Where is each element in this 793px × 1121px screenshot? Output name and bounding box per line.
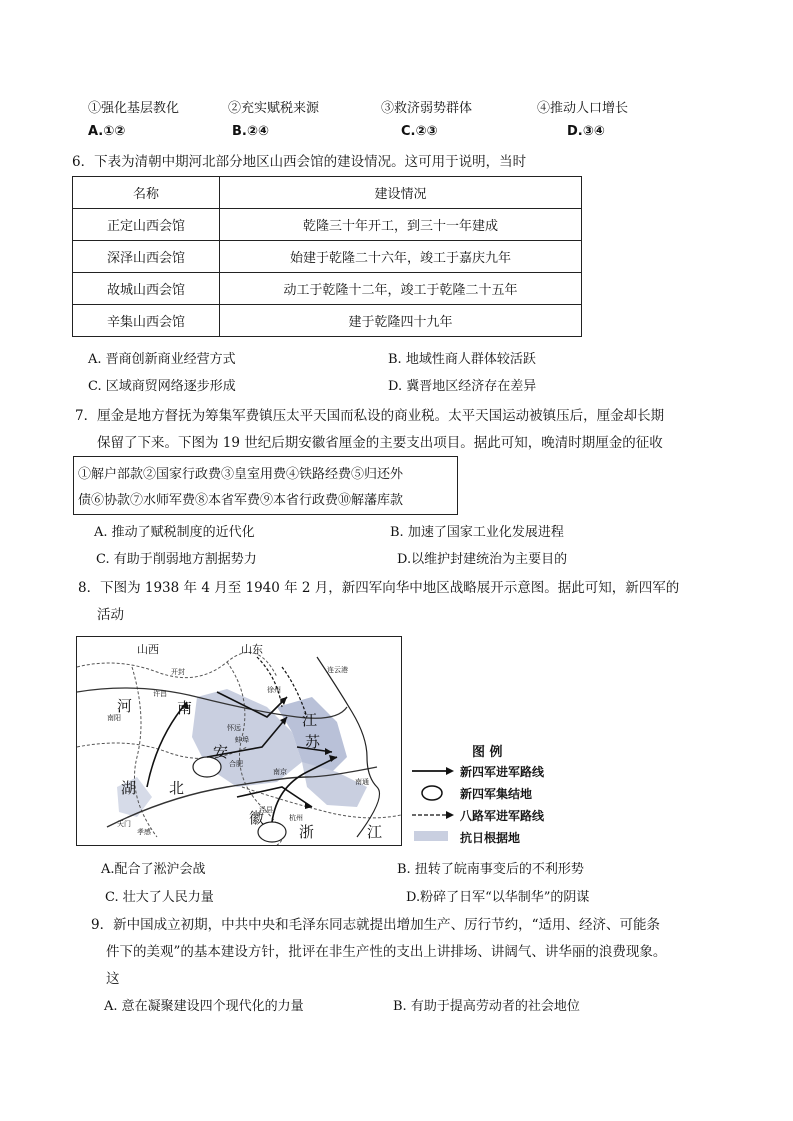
table-cell: 深泽山西会馆 — [73, 241, 220, 273]
q6-table — [72, 176, 582, 337]
map-label-su: 苏 — [305, 733, 321, 751]
q8-option-b: B. 扭转了皖南事变后的不利形势 — [397, 862, 584, 877]
q9-stem-line-2: 件下的美观”的基本建设方针，批评在非生产性的支出上讲排场、讲阔气、讲华丽的浪费现象。 — [106, 944, 667, 960]
table-row — [73, 305, 582, 337]
map-label-an: 安 — [213, 743, 229, 761]
q5-item-2: ②充实赋税来源 — [228, 101, 320, 116]
q7-expense-box — [73, 456, 458, 515]
q7-stem-line-1: 7．厘金是地方督抚为筹集军费镇压太平天国而私设的商业税。太平天国运动被镇压后，厘金却长期 — [75, 408, 665, 424]
map-label-jiang2: 江 — [367, 823, 383, 841]
table-cell: 始建于乾隆二十六年，竣工于嘉庆九年 — [220, 241, 582, 273]
q5-option-c: C.②③ — [401, 124, 438, 139]
q8-stem-line-2: 活动 — [97, 607, 124, 623]
legend-base-swatch — [414, 831, 448, 841]
legend-item-gathering: 新四军集结地 — [460, 787, 533, 801]
map-city-nanyang: 南阳 — [107, 714, 121, 722]
table-cell: 动工于乾隆十二年，竣工于乾隆二十五年 — [220, 273, 582, 305]
q7-box-line-2: 债⑥协款⑦水师军费⑧本省军费⑨本省行政费⑩解藩库款 — [78, 493, 404, 508]
map-city-hangzhou: 杭州 — [289, 814, 303, 822]
map-city-jingxian: 泾县 — [259, 806, 273, 814]
map-label-he: 河 — [117, 697, 133, 715]
map-city-xuzhou: 徐州 — [267, 686, 281, 694]
q9-option-b: B. 有助于提高劳动者的社会地位 — [393, 999, 580, 1014]
table-row — [73, 241, 582, 273]
q6-option-a: A. 晋商创新商业经营方式 — [88, 352, 236, 367]
table-cell: 辛集山西会馆 — [73, 305, 220, 337]
q8-stem-line-1: 8．下图为 1938 年 4 月至 1940 年 2 月，新四军向华中地区战略展开示意图。据此可知，新四军的 — [78, 580, 680, 596]
table-header-name: 名称 — [73, 177, 220, 209]
map-city-huaiyuan: 怀远 — [227, 724, 241, 732]
table-row — [73, 209, 582, 241]
map-city-tianmen: 天门 — [117, 820, 131, 828]
legend-symbols — [410, 763, 460, 843]
map-label-zhe: 浙 — [299, 823, 315, 841]
q5-item-1: ①强化基层教化 — [88, 101, 180, 116]
map-city-nanjing: 南京 — [273, 768, 287, 776]
table-cell: 故城山西会馆 — [73, 273, 220, 305]
q5-option-b: B.②④ — [232, 124, 269, 139]
q5-item-3: ③救济弱势群体 — [381, 101, 473, 116]
legend-item-8ra-route: 八路军进军路线 — [460, 809, 545, 823]
q7-option-b: B. 加速了国家工业化发展进程 — [390, 525, 564, 540]
q8-option-d: D.粉碎了日军“以华制华”的阴谋 — [406, 890, 590, 905]
q9-stem-line-1: 9．新中国成立初期，中共中央和毛泽东同志就提出增加生产、厉行节约，“适用、经济、可能条 — [91, 917, 660, 933]
map-label-shandong: 山东 — [241, 643, 263, 656]
q8-option-c: C. 壮大了人民力量 — [105, 890, 214, 905]
map-city-kaifeng: 开封 — [171, 668, 185, 676]
q5-option-d: D.③④ — [567, 124, 605, 139]
map-label-jiang: 江 — [302, 711, 318, 729]
map-city-bengbu: 蚌埠 — [235, 736, 249, 744]
q9-option-a: A. 意在凝聚建设四个现代化的力量 — [104, 999, 304, 1014]
map-city-xiaogan: 孝感 — [137, 828, 151, 836]
q6-stem: 6．下表为清朝中期河北部分地区山西会馆的建设情况。这可用于说明，当时 — [72, 154, 527, 170]
q7-option-d: D.以维护封建统治为主要目的 — [397, 552, 568, 567]
legend-title: 图 例 — [472, 745, 503, 760]
legend-arrow-icon — [446, 767, 454, 775]
q8-option-a: A.配合了淞沪会战 — [101, 862, 206, 877]
table-header-row — [73, 177, 582, 209]
table-cell: 正定山西会馆 — [73, 209, 220, 241]
map-label-shanxi: 山西 — [137, 643, 159, 656]
q5-item-4: ④推动人口增长 — [537, 101, 629, 116]
map-city-hefei: 合肥 — [229, 760, 243, 768]
map-city-nantong: 南通 — [355, 778, 369, 786]
legend-item-n4a-route: 新四军进军路线 — [460, 765, 545, 779]
legend-gathering-icon — [422, 786, 442, 800]
q7-stem-line-2: 保留了下来。下图为 19 世纪后期安徽省厘金的主要支出项目。据此可知，晚清时期厘金的征收 — [97, 435, 663, 451]
q9-stem-line-3: 这 — [106, 971, 120, 987]
table-header-status: 建设情况 — [220, 177, 582, 209]
legend-arrow-icon — [446, 811, 454, 819]
map-label-bei: 北 — [169, 779, 185, 797]
map-label-nan: 南 — [177, 699, 193, 717]
q6-option-c: C. 区域商贸网络逐步形成 — [88, 379, 236, 394]
q7-box-line-1: ①解户部款②国家行政费③皇室用费④铁路经费⑤归还外 — [78, 467, 404, 482]
q7-option-c: C. 有助于削弱地方割据势力 — [96, 552, 257, 567]
map-label-hu: 湖 — [121, 779, 137, 797]
map-label-hui: 徽 — [249, 809, 265, 827]
table-cell: 乾隆三十年开工，到三十一年建成 — [220, 209, 582, 241]
table-row — [73, 273, 582, 305]
q6-option-d: D. 冀晋地区经济存在差异 — [388, 379, 537, 394]
map-city-xuchang: 许昌 — [153, 690, 167, 698]
table-cell: 建于乾隆四十九年 — [220, 305, 582, 337]
q5-option-a: A.①② — [88, 124, 126, 139]
q8-map — [76, 636, 402, 846]
map-city-lianyungang: 连云港 — [327, 666, 348, 674]
q7-option-a: A. 推动了赋税制度的近代化 — [94, 525, 255, 540]
legend-item-base-area: 抗日根据地 — [460, 831, 521, 845]
q6-option-b: B. 地域性商人群体较活跃 — [388, 352, 536, 367]
